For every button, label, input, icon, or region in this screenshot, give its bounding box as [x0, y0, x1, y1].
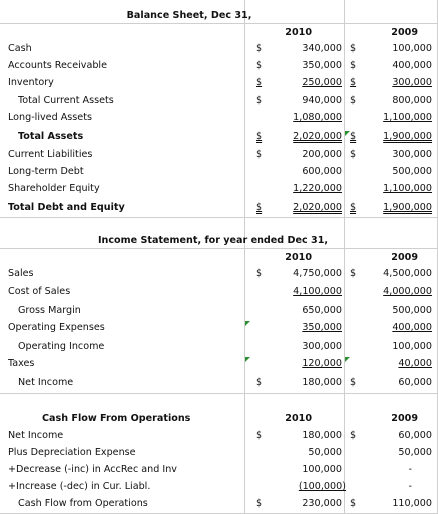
row-label: Cost of Sales	[8, 286, 71, 297]
table-row	[0, 180, 438, 198]
row-label: +Increase (-dec) in Cur. Liabl.	[8, 481, 151, 492]
value-2009: 4,500,000	[383, 268, 432, 279]
table-row	[0, 128, 438, 146]
row-label: Long-term Debt	[8, 166, 84, 177]
value-2009: 110,000	[392, 498, 432, 509]
cashflow-col-2009: 2009	[391, 413, 418, 424]
dollar-sign: $	[256, 149, 263, 160]
value-2010: 350,000	[302, 322, 342, 333]
balance-col-2009: 2009	[391, 27, 418, 38]
value-2010: (100,000)	[298, 481, 346, 492]
row-label: Total Debt and Equity	[8, 202, 125, 213]
value-2009: -	[408, 481, 412, 492]
row-label: Gross Margin	[18, 305, 81, 316]
balance-col-2010: 2010	[285, 27, 312, 38]
green-triangle-icon	[345, 357, 350, 362]
section-border	[0, 248, 438, 249]
value-2010: 200,000	[302, 149, 342, 160]
table-row	[0, 199, 438, 217]
value-2009: 1,900,000	[383, 202, 432, 213]
table-row	[0, 302, 438, 320]
income-col-2010: 2010	[285, 252, 312, 263]
value-2009: 400,000	[392, 322, 432, 333]
row-label: Cash Flow from Operations	[18, 498, 148, 509]
dollar-sign: $	[256, 202, 263, 213]
row-label: Net Income	[8, 430, 64, 441]
dollar-sign: $	[256, 430, 263, 441]
dollar-sign: $	[350, 77, 357, 88]
value-2010: 340,000	[302, 43, 342, 54]
dollar-sign: $	[350, 131, 357, 142]
value-2009: 1,100,000	[383, 112, 432, 123]
row-label: Long-lived Assets	[8, 112, 92, 123]
table-row	[0, 109, 438, 127]
dollar-sign: $	[256, 498, 263, 509]
value-2009: 500,000	[392, 305, 432, 316]
cashflow-title: Cash Flow From Operations	[42, 413, 191, 424]
row-label: Sales	[8, 268, 34, 279]
table-row	[0, 461, 438, 479]
cashflow-col-2010: 2010	[285, 413, 312, 424]
table-row	[0, 495, 438, 513]
table-row	[0, 92, 438, 110]
section-border	[0, 393, 438, 394]
value-2009: 100,000	[392, 341, 432, 352]
cashflow-header-row	[0, 410, 438, 428]
dollar-sign: $	[350, 202, 357, 213]
value-2010: 600,000	[302, 166, 342, 177]
table-row	[0, 444, 438, 462]
value-2010: 2,020,000	[293, 131, 342, 142]
value-2009: 1,900,000	[383, 131, 432, 142]
value-2009: 1,100,000	[383, 183, 432, 194]
row-label: Total Assets	[18, 131, 84, 142]
table-row	[0, 319, 438, 337]
row-label: Net Income	[18, 377, 74, 388]
value-2010: 350,000	[302, 60, 342, 71]
value-2009: 50,000	[398, 447, 432, 458]
value-2009: 4,000,000	[383, 286, 432, 297]
dollar-sign: $	[350, 95, 357, 106]
value-2009: -	[408, 464, 412, 475]
value-2010: 120,000	[302, 358, 342, 369]
table-row	[0, 74, 438, 92]
value-2009: 40,000	[398, 358, 432, 369]
dollar-sign: $	[256, 268, 263, 279]
dollar-sign: $	[350, 377, 357, 388]
value-2009: 300,000	[392, 149, 432, 160]
row-label: Operating Expenses	[8, 322, 105, 333]
value-2009: 60,000	[398, 430, 432, 441]
row-label: Shareholder Equity	[8, 183, 100, 194]
row-label: Current Liabilities	[8, 149, 93, 160]
value-2009: 300,000	[392, 77, 432, 88]
value-2009: 400,000	[392, 60, 432, 71]
dollar-sign: $	[256, 377, 263, 388]
table-row	[0, 427, 438, 445]
green-triangle-icon	[245, 357, 250, 362]
value-2010: 180,000	[302, 377, 342, 388]
value-2010: 1,220,000	[293, 183, 342, 194]
value-2009: 60,000	[398, 377, 432, 388]
section-border	[0, 217, 438, 218]
value-2009: 800,000	[392, 95, 432, 106]
dollar-sign: $	[256, 131, 263, 142]
value-2010: 100,000	[302, 464, 342, 475]
row-label: Accounts Receivable	[8, 60, 107, 71]
value-2010: 1,080,000	[293, 112, 342, 123]
dollar-sign: $	[350, 60, 357, 71]
table-row	[0, 163, 438, 181]
row-label: +Decrease (-inc) in AccRec and Inv	[8, 464, 177, 475]
table-row	[0, 338, 438, 356]
row-label: Taxes	[8, 358, 35, 369]
dollar-sign: $	[256, 77, 263, 88]
row-label: Total Current Assets	[18, 95, 114, 106]
value-2010: 50,000	[308, 447, 342, 458]
row-label: Inventory	[8, 77, 54, 88]
value-2010: 4,100,000	[293, 286, 342, 297]
balance-sheet-title: Balance Sheet, Dec 31,	[126, 10, 252, 21]
row-label: Cash	[8, 43, 32, 54]
table-row	[0, 355, 438, 373]
dollar-sign: $	[256, 60, 263, 71]
dollar-sign: $	[256, 43, 263, 54]
table-row	[0, 478, 438, 496]
value-2010: 230,000	[302, 498, 342, 509]
green-triangle-icon	[245, 321, 250, 326]
dollar-sign: $	[350, 268, 357, 279]
table-row	[0, 40, 438, 58]
value-2009: 100,000	[392, 43, 432, 54]
section-border	[0, 23, 438, 24]
table-row	[0, 283, 438, 301]
value-2010: 940,000	[302, 95, 342, 106]
income-col-2009: 2009	[391, 252, 418, 263]
table-row	[0, 265, 438, 283]
table-row	[0, 146, 438, 164]
value-2010: 650,000	[302, 305, 342, 316]
dollar-sign: $	[350, 149, 357, 160]
table-row	[0, 374, 438, 392]
row-label: Operating Income	[18, 341, 105, 352]
value-2010: 300,000	[302, 341, 342, 352]
dollar-sign: $	[350, 43, 357, 54]
table-row	[0, 57, 438, 75]
dollar-sign: $	[256, 95, 263, 106]
dollar-sign: $	[350, 498, 357, 509]
value-2009: 500,000	[392, 166, 432, 177]
row-label: Plus Depreciation Expense	[8, 447, 136, 458]
income-statement-title: Income Statement, for year ended Dec 31,	[97, 235, 329, 246]
value-2010: 180,000	[302, 430, 342, 441]
value-2010: 4,750,000	[293, 268, 342, 279]
value-2010: 2,020,000	[293, 202, 342, 213]
dollar-sign: $	[350, 430, 357, 441]
value-2010: 250,000	[302, 77, 342, 88]
